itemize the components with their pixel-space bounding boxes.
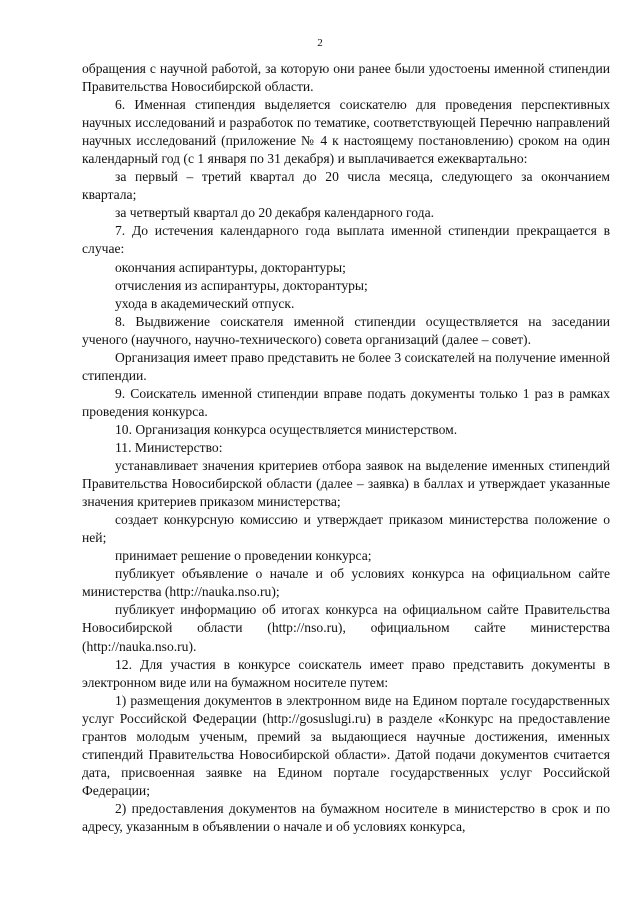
paragraph: 7. До истечения календарного года выплата именной стипендии прекращается в случае: [82,223,610,257]
page-number: 2 [317,37,323,49]
paragraph: 2) предоставления документов на бумажном носителе в министерство в срок и по адресу, указанным в объявлении о начале и об условиях конкурса, [82,800,610,834]
paragraph: 8. Выдвижение соискателя именной стипендии осуществляется на заседании ученого (научного, научно-технического) совета организаций (далее – совет). [82,313,610,347]
paragraph: 12. Для участия в конкурсе соискатель имеет право представить документы в электронном виде или на бумажном носителе путем: [82,656,610,690]
paragraph: Организация имеет право представить не более 3 соискателей на получение именной стипендии. [82,349,610,383]
paragraph: за первый – третий квартал до 20 числа месяца, следующего за окончанием квартала; [82,169,610,203]
paragraph: 10. Организация конкурса осуществляется министерством. [115,421,458,437]
paragraph: отчисления из аспирантуры, докторантуры; [115,277,368,293]
paragraph: 6. Именная стипендия выделяется соискателю для проведения перспективных научных исследований и разработок по тематике, соответствующей Перечню направлений научных исследований (приложение № 4 к настоящему постановлению) сроком на один календарный год (с 1 января по 31 декабря) и выплачивается ежеквартально: [82,97,610,167]
paragraph: ухода в академический отпуск. [115,295,295,311]
paragraph: принимает решение о проведении конкурса; [115,548,372,564]
paragraph: публикует информацию об итогах конкурса на официальном сайте Правительства Новосибирской области (http://nso.ru), официальном сайте министерства (http://nauka.nso.ru). [82,602,610,654]
paragraph: обращения с научной работой, за которую они ранее были удостоены именной стипендии Правительства Новосибирской области. [82,61,610,95]
paragraph: окончания аспирантуры, докторантуры; [115,259,346,275]
paragraph: 9. Соискатель именной стипендии вправе подать документы только 1 раз в рамках проведения конкурса. [82,385,610,419]
document-body [82,60,610,836]
paragraph: публикует объявление о начале и об условиях конкурса на официальном сайте министерства (http://nauka.nso.ru); [82,566,610,600]
paragraph: 11. Министерство: [115,439,223,455]
paragraph: 1) размещения документов в электронном виде на Едином портале государственных услуг Российской Федерации (http://gosuslugi.ru) в разделе «Конкурс на предоставление грантов молодым ученым, премий за выдающиеся научные достижения, именных стипендий Правительства Новосибирской области». Датой подачи документов считается дата, присвоенная заявке на Едином портале государственных услуг Российской Федерации; [82,692,610,798]
paragraph: устанавливает значения критериев отбора заявок на выделение именных стипендий Правительства Новосибирской области (далее – заявка) в баллах и утверждает указанные значения критериев приказом министерства; [82,458,610,510]
paragraph: за четвертый квартал до 20 декабря календарного года. [115,205,435,221]
paragraph: создает конкурсную комиссию и утверждает приказом министерства положение о ней; [82,512,610,546]
